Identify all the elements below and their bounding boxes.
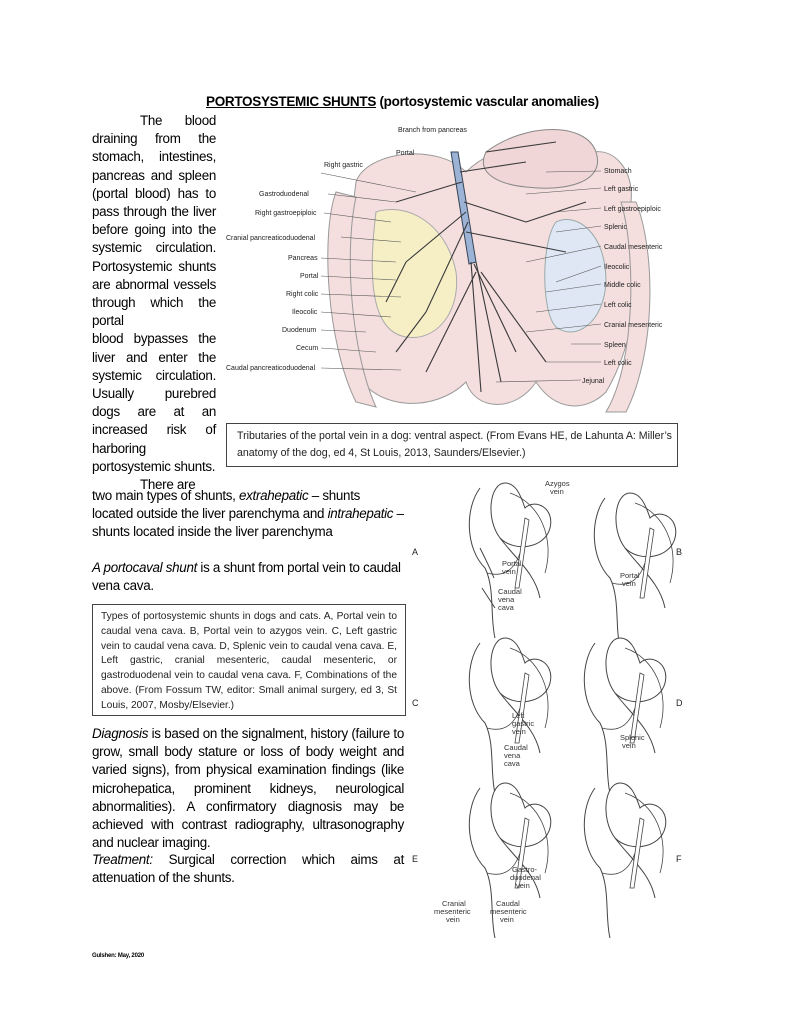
page-title [206,94,599,109]
label-gastroduodenal: Gastroduodenal [259,191,309,198]
label-jejunal: Jejunal [582,378,605,385]
panel-label-b: B [676,547,683,557]
panel-e [412,783,551,938]
label-cranial-mesenteric: Cranial mesenteric [604,322,663,329]
label-branch-from-pancreas: Branch from pancreas [398,127,467,134]
shunt-types-text: two main types of shunts, [92,488,240,503]
shunt-types-figure [410,478,700,938]
diagnosis-text: is based on the signalment, history (failure to grow, small body stature or loss of body weight and varied signs), from physical examination findings (like microhepatica, prominent kidneys, neurological abnormalities). A confirmatory diagnosis may be achieved with contrast radiography, ultrasonography and nuclear imaging. [92,726,404,851]
treatment-paragraph [92,851,404,887]
label-ileocolic-right: Ileocolic [604,264,630,271]
shunt-types-paragraph [92,487,404,542]
label-gastroduodenal-vein-3: vein [516,881,530,890]
label-portal-vein-b-2: vein [622,579,636,588]
label-caudal-vena-cava-c-2: vena [504,751,521,760]
label-portal-vein-a-2: vein [502,567,516,576]
label-caudal-vena-cava-c: Caudal [504,743,528,752]
treatment-term: Treatment: [92,852,153,867]
portocaval-term: A portocaval shunt [92,560,198,575]
panel-label-c: C [412,698,419,708]
footer-author: Gulshen: May, 2020 [92,953,144,959]
portal-vein-figure [226,112,686,422]
intro-there-are: There are [140,477,196,493]
portocaval-text: is a shunt from portal vein to caudal vena cava. [92,560,401,594]
panel-b [545,479,682,648]
label-left-colic: Left colic [604,302,632,309]
label-caudal-mesenteric: Caudal mesenteric [604,244,663,251]
treatment-text: Surgical correction which aims at attenuation of the shunts. [92,852,404,886]
label-left-gastric-vein: Left [512,711,525,720]
label-azygos-vein-2: vein [550,487,564,496]
label-gastroduodenal-vein-2: duodenal [510,873,541,882]
label-gastroduodenal-vein: Gastro- [512,865,538,874]
label-caudal-mesenteric-vein-2: mesenteric [490,907,527,916]
intro-paragraph-cont: blood bypasses the liver and enter the systemic circulation. Usually purebred dogs are at an increased risk of harboring portosystemic shunts. [92,331,216,474]
label-middle-colic: Middle colic [604,282,641,289]
label-cranial-mesenteric-vein: Cranial [442,899,466,908]
label-splenic: Splenic [604,224,627,231]
panel-a [412,483,551,638]
label-spleen: Spleen [604,342,626,349]
label-ileocolic-left: Ileocolic [292,309,318,316]
label-left-gastric: Left gastric [604,186,639,193]
intrahepatic-term: intrahepatic [327,506,394,522]
label-caudal-vena-cava-a: Caudal [498,587,522,596]
label-cecum: Cecum [296,345,319,352]
panel-label-a: A [412,547,419,557]
label-cranial-mesenteric-vein-2: mesenteric [434,907,471,916]
intro-column [92,112,216,494]
label-splenic-vein-2: vein [622,741,636,750]
label-portal: Portal [300,273,319,280]
extrahepatic-term: extrahepatic [239,488,309,503]
panel-c [412,638,551,793]
panel-f [584,783,682,938]
label-left-gastric-vein-2: gastric [512,719,535,728]
label-right-gastroepiploic: Right gastroepiploic [255,210,317,217]
label-caudal-mesenteric-vein-3: vein [500,915,514,924]
stomach-shape [483,130,597,189]
figure1-caption: Tributaries of the portal vein in a dog: ventral aspect. (From Evans HE, de Lahunta A: Miller’s anatomy of the dog, ed 4, St Louis, 2013, Saunders/Elsevier.) [226,423,678,467]
label-portal-vein-b: Portal [620,571,640,580]
label-portal-vein-a: Portal [502,559,522,568]
label-duodenum: Duodenum [282,327,317,334]
title-main: PORTOSYSTEMIC SHUNTS [206,94,377,109]
label-cranial-pancreaticoduodenal: Cranial pancreaticoduodenal [226,235,316,242]
label-portal-top: Portal [396,150,415,157]
label-caudal-pancreaticoduodenal: Caudal pancreaticoduodenal [226,365,316,372]
label-splenic-vein: Splenic [620,733,645,742]
label-caudal-vena-cava-c-3: cava [504,759,520,768]
label-azygos-vein: Azygos [545,479,570,488]
shunt-types-text-mid: – shunts located outside the liver parenchyma and [92,488,361,522]
label-pancreas: Pancreas [288,255,318,262]
panel-d [584,638,683,793]
label-left-colic-2: Left colic [604,360,632,367]
title-sub: (portosystemic vascular anomalies) [376,94,599,109]
label-right-colic: Right colic [286,291,319,298]
diagnosis-paragraph [92,725,404,852]
label-caudal-vena-cava-a-3: cava [498,603,514,612]
intro-paragraph: The blood draining from the stomach, intestines, pancreas and spleen (portal blood) has to pass through the liver before going into the systemic circulation. Portosystemic shunts are abnormal vessels through which the portal [92,113,216,329]
label-cranial-mesenteric-vein-3: vein [446,915,460,924]
label-caudal-vena-cava-a-2: vena [498,595,515,604]
label-right-gastric: Right gastric [324,162,363,169]
label-stomach: Stomach [604,168,632,175]
panel-label-f: F [676,854,682,864]
figure2-caption: Types of portosystemic shunts in dogs and cats. A, Portal vein to caudal vena cava. B, Portal vein to azygos vein. C, Left gastric vein to caudal vena cava. D, Splenic vein to caudal vena cava. E, Left gastric, cranial mesenteric, caudal mesenteric, or gastroduodenal vein to caudal vena cava. F, Combinations of the above. (From Fossum TW, editor: Small animal surgery, ed 3, St Louis, 2007, Mosby/Elsevier.) [92,604,406,716]
portocaval-paragraph [92,559,404,595]
panel-label-e: E [412,854,419,864]
label-caudal-mesenteric-vein: Caudal [496,899,520,908]
label-left-gastric-vein-3: vein [512,727,526,736]
diagnosis-term: Diagnosis [92,726,149,741]
label-left-gastroepiploic: Left gastroepiploic [604,206,661,213]
shunt-types-text-end: – shunts located inside the liver parenchyma [92,506,404,540]
panel-label-d: D [676,698,683,708]
